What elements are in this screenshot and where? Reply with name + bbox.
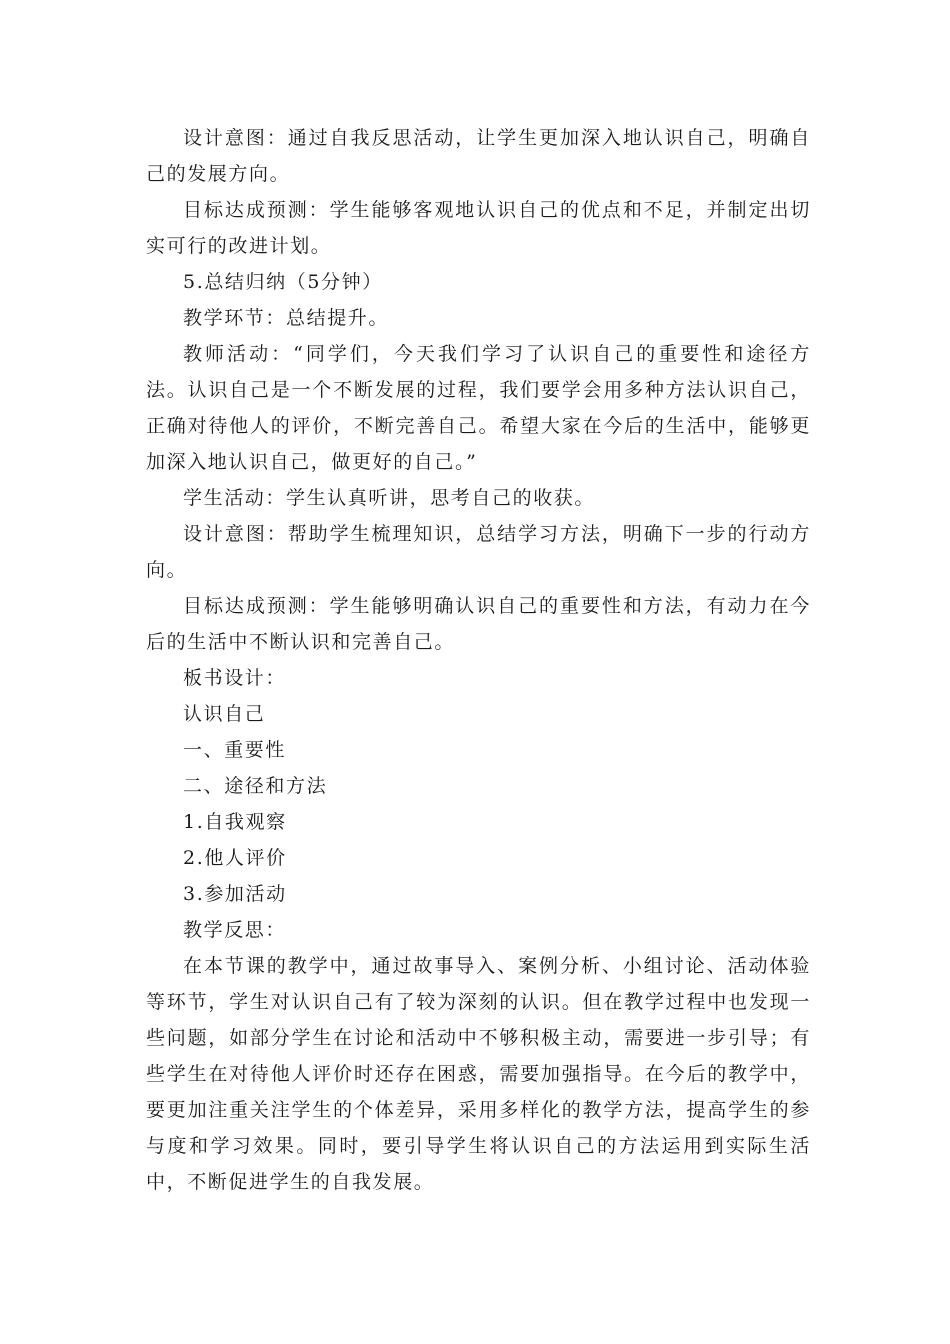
document-body (146, 120, 811, 1200)
board-item-methods: 二、途径和方法 (183, 775, 328, 797)
board-subitem-activities: 3.参加活动 (183, 883, 287, 905)
paragraph-student-activity: 学生活动：学生认真听讲，思考自己的收获。 (183, 487, 596, 509)
paragraph-teacher-activity: 教师活动：“同学们，今天我们学习了认识自己的重要性和途径方法。认识自己是一个不断发展的过程，我们要学会用多种方法认识自己，正确对待他人的评价，不断完善自己。希望大家在今后的生活中，能够更加深入地认识自己，做更好的自己。” (146, 343, 811, 473)
section-heading-summary: 5.总结归纳（5分钟） (183, 271, 383, 293)
board-subitem-others-evaluation: 2.他人评价 (183, 847, 287, 869)
paragraph-design-intent-reflection: 设计意图：通过自我反思活动，让学生更加深入地认识自己，明确自己的发展方向。 (146, 127, 811, 185)
paragraph-goal-prediction-reflection: 目标达成预测：学生能够客观地认识自己的优点和不足，并制定出切实可行的改进计划。 (146, 199, 811, 257)
paragraph-teaching-reflection: 在本节课的教学中，通过故事导入、案例分析、小组讨论、活动体验等环节，学生对认识自己有了较为深刻的认识。但在教学过程中也发现一些问题，如部分学生在讨论和活动中不够积极主动，需要进一步引导；有些学生在对待他人评价时还存在困惑，需要加强指导。在今后的教学中，要更加注重关注学生的个体差异，采用多样化的教学方法，提高学生的参与度和学习效果。同时，要引导学生将认识自己的方法运用到实际生活中，不断促进学生的自我发展。 (146, 955, 811, 1193)
board-title: 认识自己 (183, 703, 266, 725)
board-subitem-self-observation: 1.自我观察 (183, 811, 287, 833)
board-item-importance: 一、重要性 (183, 739, 287, 761)
paragraph-design-intent-summary: 设计意图：帮助学生梳理知识，总结学习方法，明确下一步的行动方向。 (146, 523, 811, 581)
paragraph-goal-prediction-summary: 目标达成预测：学生能够明确认识自己的重要性和方法，有动力在今后的生活中不断认识和完善自己。 (146, 595, 811, 653)
paragraph-teaching-step: 教学环节：总结提升。 (183, 307, 390, 329)
heading-teaching-reflection: 教学反思： (183, 919, 287, 941)
heading-board-design: 板书设计： (183, 667, 287, 689)
